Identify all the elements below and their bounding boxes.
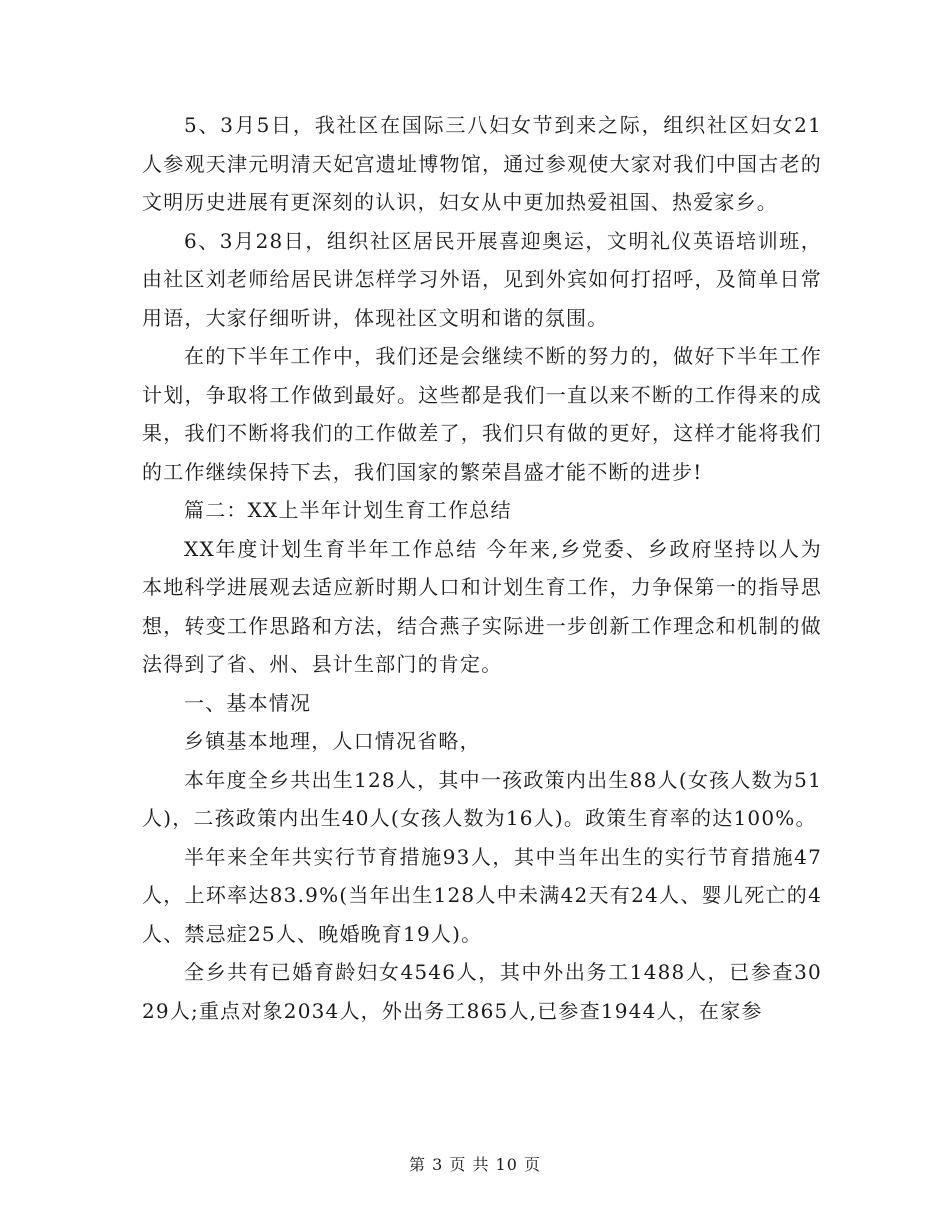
- paragraph-3: 在的下半年工作中，我们还是会继续不断的努力的，做好下半年工作计划，争取将工作做到最好。这些都是我们一直以来不断的工作得来的成果，我们不断将我们的工作做差了，我们只有做的更好，这样才能将我们的工作继续保持下去，我们国家的繁荣昌盛才能不断的进步!: [142, 344, 822, 484]
- section-heading: 篇二：XX上半年计划生育工作总结: [184, 498, 512, 522]
- paragraph-4: XX年度计划生育半年工作总结 今年来,乡党委、乡政府坚持以人为本地科学进展观去适应新时期人口和计划生育工作，力争保第一的指导思想，转变工作思路和方法，结合燕子实际进一步创新工作理念和机制的做法得到了省、州、县计生部门的肯定。: [142, 536, 822, 676]
- document-body: [142, 106, 822, 1030]
- paragraph-8: 全乡共有已婚育龄妇女4546人，其中外出务工1488人，已参查3029人;重点对象2034人，外出务工865人,已参查1944人，在家参: [142, 960, 822, 1023]
- paragraph-1: 5、3月5日，我社区在国际三八妇女节到来之际，组织社区妇女21人参观天津元明清天妃宫遗址博物馆，通过参观使大家对我们中国古老的文明历史进展有更深刻的认识，妇女从中更加热爱祖国、热爱家乡。: [142, 113, 822, 214]
- page-footer: [0, 1152, 950, 1175]
- page-number: 第 3 页 共 10 页: [409, 1155, 541, 1174]
- paragraph-7: 半年来全年共实行节育措施93人，其中当年出生的实行节育措施47人，上环率达83.9%(当年出生128人中未满42天有24人、婴儿死亡的4人、禁忌症25人、晚婚晚育19人)。: [142, 844, 822, 946]
- paragraph-2: 6、3月28日，组织社区居民开展喜迎奥运，文明礼仪英语培训班，由社区刘老师给居民讲怎样学习外语，见到外宾如何打招呼，及简单日常用语，大家仔细听讲，体现社区文明和谐的氛围。: [142, 228, 822, 330]
- subsection-heading: 一、基本情况: [184, 690, 312, 715]
- paragraph-5: 乡镇基本地理，人口情况省略，: [184, 729, 481, 753]
- paragraph-6: 本年度全乡共出生128人，其中一孩政策内出生88人(女孩人数为51人)，二孩政策内出生40人(女孩人数为16人)。政策生育率的达100%。: [142, 767, 822, 830]
